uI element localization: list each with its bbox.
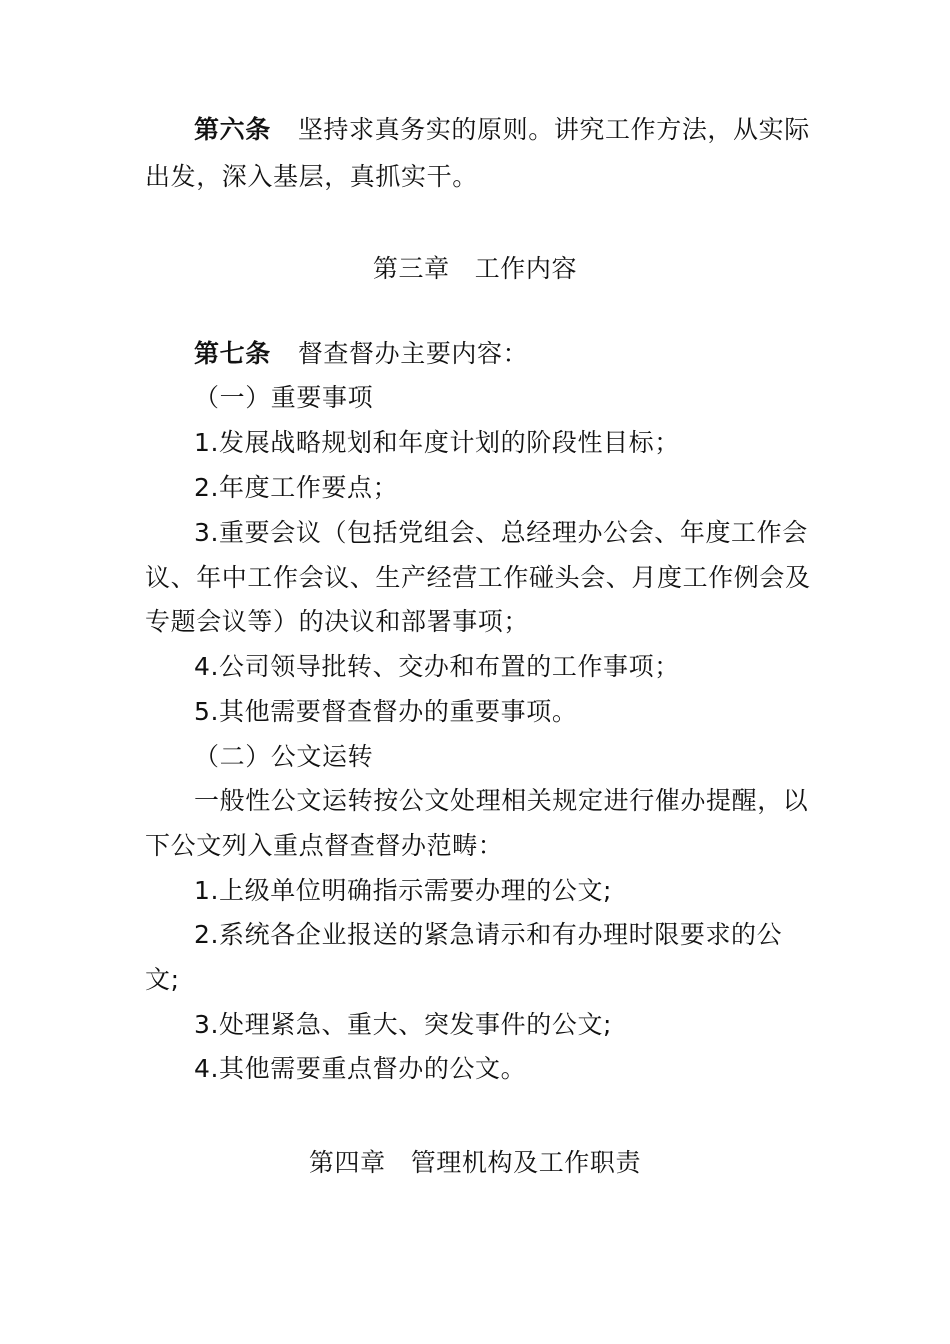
section-2-intro-line-1: 一般性公文运转按公文处理相关规定进行催办提醒，以 <box>194 786 809 815</box>
chapter-3-title: 工作内容 <box>474 254 578 283</box>
section-1-item-3-line-2: 议、年中工作会议、生产经营工作碰头会、月度工作例会及 <box>145 563 811 592</box>
chapter-3-heading <box>0 254 950 284</box>
article-7-intro: 督查督办主要内容： <box>297 339 529 368</box>
section-2-item-4: 4.其他需要重点督办的公文。 <box>194 1054 527 1083</box>
chapter-4-heading <box>0 1148 950 1178</box>
section-2-item-2-line-2: 文; <box>145 965 180 994</box>
section-1-item-1: 1.发展战略规划和年度计划的阶段性目标； <box>194 428 680 457</box>
article-7-label: 第七条 <box>194 339 271 368</box>
section-1-item-3-line-3: 专题会议等）的决议和部署事项； <box>145 607 530 636</box>
section-2-intro-line-2: 下公文列入重点督查督办范畴： <box>145 831 504 860</box>
article-6-line-2: 出发，深入基层，真抓实干。 <box>145 162 478 191</box>
article-6-line-1 <box>194 115 810 145</box>
section-2-item-2-line-1: 2.系统各企业报送的紧急请示和有办理时限要求的公 <box>194 920 783 949</box>
section-1-heading: （一）重要事项 <box>194 383 374 412</box>
chapter-3-number: 第三章 <box>372 254 450 283</box>
article-6-label: 第六条 <box>194 115 271 144</box>
section-1-item-4: 4.公司领导批转、交办和布置的工作事项； <box>194 652 680 681</box>
article-6-text: 坚持求真务实的原则。讲究工作方法，从实际 <box>297 115 810 144</box>
section-1-item-3-line-1: 3.重要会议（包括党组会、总经理办公会、年度工作会 <box>194 518 808 547</box>
article-7-line <box>194 339 528 369</box>
chapter-4-number: 第四章 <box>308 1148 386 1177</box>
section-2-item-1: 1.上级单位明确指示需要办理的公文; <box>194 876 613 905</box>
section-2-heading: （二）公文运转 <box>194 742 374 771</box>
section-1-item-5: 5.其他需要督查督办的重要事项。 <box>194 697 578 726</box>
section-1-item-2: 2.年度工作要点； <box>194 473 399 502</box>
section-2-item-3: 3.处理紧急、重大、突发事件的公文; <box>194 1010 613 1039</box>
chapter-4-title: 管理机构及工作职责 <box>410 1148 642 1177</box>
